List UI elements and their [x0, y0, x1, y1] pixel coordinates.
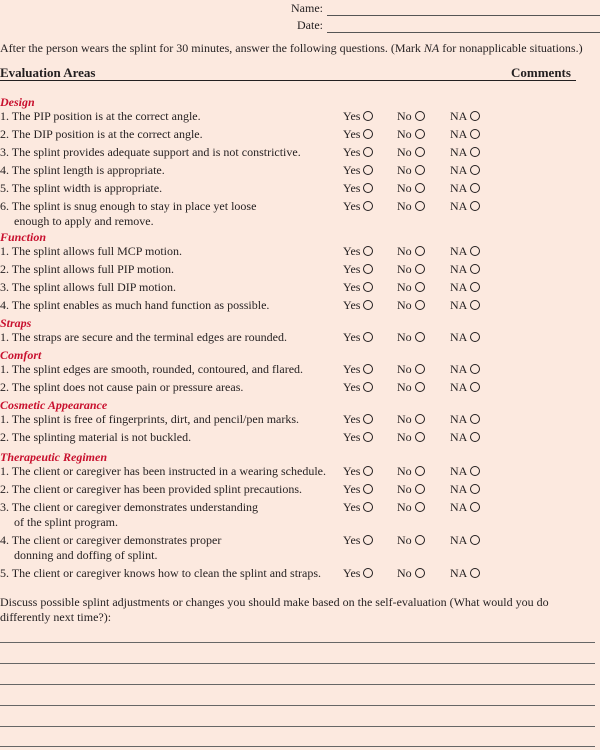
- option-yes[interactable]: [343, 298, 373, 313]
- item-text: 6. The splint is snug enough to stay in place yet loose enough to apply and remove.: [0, 199, 257, 228]
- radio-circle-icon[interactable]: [415, 484, 425, 494]
- option-na-label: NA: [450, 109, 468, 123]
- option-yes[interactable]: [343, 500, 373, 515]
- option-na-label: NA: [450, 482, 468, 496]
- item-text: 1. The splint edges are smooth, rounded, contoured, and flared.: [0, 362, 304, 376]
- option-yes-label: Yes: [343, 145, 361, 159]
- column-header-evaluation-areas: Evaluation Areas: [0, 65, 96, 80]
- radio-circle-icon[interactable]: [415, 147, 425, 157]
- option-no[interactable]: [397, 464, 425, 479]
- radio-circle-icon[interactable]: [415, 502, 425, 512]
- option-no[interactable]: [397, 533, 425, 548]
- option-no-label: No: [397, 181, 412, 195]
- writing-line[interactable]: [0, 684, 595, 685]
- radio-circle-icon[interactable]: [363, 111, 373, 121]
- item-text: 2. The splint allows full PIP motion.: [0, 262, 175, 276]
- radio-circle-icon[interactable]: [415, 432, 425, 442]
- radio-circle-icon[interactable]: [470, 183, 480, 193]
- option-na-label: NA: [450, 127, 468, 141]
- radio-circle-icon[interactable]: [470, 535, 480, 545]
- radio-circle-icon[interactable]: [363, 466, 373, 476]
- option-no[interactable]: [397, 566, 425, 581]
- option-yes[interactable]: [343, 244, 373, 259]
- radio-circle-icon[interactable]: [363, 414, 373, 424]
- item-text: 2. The DIP position is at the correct angle.: [0, 127, 203, 141]
- option-yes-label: Yes: [343, 199, 361, 213]
- option-na-label: NA: [450, 163, 468, 177]
- option-na-label: NA: [450, 262, 468, 276]
- radio-circle-icon[interactable]: [363, 300, 373, 310]
- item-text: 1. The PIP position is at the correct angle.: [0, 109, 201, 123]
- option-yes[interactable]: [343, 464, 373, 479]
- option-na[interactable]: [450, 533, 480, 548]
- option-yes-label: Yes: [343, 566, 361, 580]
- option-no[interactable]: [397, 109, 425, 124]
- section-title-design: Design: [0, 95, 35, 109]
- radio-circle-icon[interactable]: [363, 568, 373, 578]
- option-na[interactable]: [450, 430, 480, 445]
- option-na[interactable]: [450, 380, 480, 395]
- option-yes[interactable]: [343, 262, 373, 277]
- item-text: 1. The splint is free of fingerprints, dirt, and pencil/pen marks.: [0, 412, 300, 426]
- option-na-label: NA: [450, 145, 468, 159]
- option-na-label: NA: [450, 533, 468, 547]
- radio-circle-icon[interactable]: [415, 568, 425, 578]
- radio-circle-icon[interactable]: [415, 535, 425, 545]
- option-na-label: NA: [450, 298, 468, 312]
- name-input-line[interactable]: [327, 4, 600, 16]
- option-no-label: No: [397, 500, 412, 514]
- radio-circle-icon[interactable]: [470, 568, 480, 578]
- option-no[interactable]: [397, 380, 425, 395]
- radio-circle-icon[interactable]: [470, 201, 480, 211]
- radio-circle-icon[interactable]: [415, 201, 425, 211]
- option-na[interactable]: [450, 163, 480, 178]
- discussion-prompt: Discuss possible splint adjustments or changes you should make based on the self-evaluation (What would you do differently next time?):: [0, 595, 549, 624]
- option-yes-label: Yes: [343, 280, 361, 294]
- option-na[interactable]: [450, 566, 480, 581]
- name-field[interactable]: [291, 0, 600, 16]
- option-yes-label: Yes: [343, 244, 361, 258]
- writing-line[interactable]: [0, 663, 595, 664]
- item-text: 3. The splint provides adequate support and is not constrictive.: [0, 145, 301, 159]
- section-title-therapeutic-regimen: Therapeutic Regimen: [0, 450, 107, 464]
- item-text: 4. The splint length is appropriate.: [0, 163, 165, 177]
- option-no[interactable]: [397, 181, 425, 196]
- option-no[interactable]: [397, 330, 425, 345]
- radio-circle-icon[interactable]: [415, 300, 425, 310]
- option-yes[interactable]: [343, 482, 373, 497]
- option-na-label: NA: [450, 566, 468, 580]
- option-yes[interactable]: [343, 181, 373, 196]
- option-no-label: No: [397, 533, 412, 547]
- option-yes[interactable]: [343, 430, 373, 445]
- option-na-label: NA: [450, 380, 468, 394]
- radio-circle-icon[interactable]: [470, 382, 480, 392]
- option-na[interactable]: [450, 500, 480, 515]
- option-na-label: NA: [450, 412, 468, 426]
- option-na[interactable]: [450, 330, 480, 345]
- option-na-label: NA: [450, 199, 468, 213]
- option-na[interactable]: [450, 145, 480, 160]
- item-text: 3. The splint allows full DIP motion.: [0, 280, 176, 294]
- radio-circle-icon[interactable]: [470, 484, 480, 494]
- option-na[interactable]: [450, 109, 480, 124]
- date-field[interactable]: [297, 17, 600, 33]
- radio-circle-icon[interactable]: [363, 484, 373, 494]
- option-no-label: No: [397, 244, 412, 258]
- option-no-label: No: [397, 464, 412, 478]
- writing-line[interactable]: [0, 705, 595, 706]
- section-title-function: Function: [0, 230, 47, 244]
- date-input-line[interactable]: [327, 21, 600, 33]
- radio-circle-icon[interactable]: [470, 165, 480, 175]
- radio-circle-icon[interactable]: [363, 432, 373, 442]
- column-header-comments: Comments: [511, 65, 571, 80]
- option-yes[interactable]: [343, 163, 373, 178]
- option-yes-label: Yes: [343, 109, 361, 123]
- radio-circle-icon[interactable]: [415, 282, 425, 292]
- option-no[interactable]: [397, 500, 425, 515]
- option-yes-label: Yes: [343, 482, 361, 496]
- radio-circle-icon[interactable]: [363, 502, 373, 512]
- option-no-label: No: [397, 145, 412, 159]
- option-yes-label: Yes: [343, 163, 361, 177]
- writing-line[interactable]: [0, 726, 595, 727]
- option-no[interactable]: [397, 145, 425, 160]
- writing-line[interactable]: [0, 746, 595, 747]
- item-text: 2. The client or caregiver has been provided splint precautions.: [0, 482, 303, 496]
- item-text: 2. The splinting material is not buckled.: [0, 430, 192, 444]
- radio-circle-icon[interactable]: [363, 183, 373, 193]
- section-title-straps: Straps: [0, 316, 32, 330]
- option-no[interactable]: [397, 244, 425, 259]
- radio-circle-icon[interactable]: [363, 147, 373, 157]
- option-na[interactable]: [450, 262, 480, 277]
- option-na-label: NA: [450, 362, 468, 376]
- item-text: 1. The splint allows full MCP motion.: [0, 244, 183, 258]
- radio-circle-icon[interactable]: [415, 466, 425, 476]
- radio-circle-icon[interactable]: [363, 282, 373, 292]
- option-yes[interactable]: [343, 412, 373, 427]
- option-na-label: NA: [450, 330, 468, 344]
- option-no-label: No: [397, 482, 412, 496]
- radio-circle-icon[interactable]: [363, 201, 373, 211]
- option-na[interactable]: [450, 181, 480, 196]
- option-yes-label: Yes: [343, 412, 361, 426]
- item-text: 1. The straps are secure and the terminal edges are rounded.: [0, 330, 287, 344]
- option-yes-label: Yes: [343, 533, 361, 547]
- header-divider: [0, 80, 576, 81]
- radio-circle-icon[interactable]: [470, 502, 480, 512]
- option-no-label: No: [397, 163, 412, 177]
- option-no-label: No: [397, 362, 412, 376]
- option-na[interactable]: [450, 298, 480, 313]
- option-no[interactable]: [397, 362, 425, 377]
- option-na[interactable]: [450, 362, 480, 377]
- item-text: 1. The client or caregiver has been instructed in a wearing schedule.: [0, 464, 326, 478]
- instructions-text-1: After the person wears the splint for 30 minutes, answer the following questions. (Mark: [0, 41, 424, 55]
- option-no[interactable]: [397, 298, 425, 313]
- option-no[interactable]: [397, 163, 425, 178]
- option-no[interactable]: [397, 412, 425, 427]
- option-no-label: No: [397, 380, 412, 394]
- option-na-label: NA: [450, 280, 468, 294]
- option-na-label: NA: [450, 464, 468, 478]
- option-no-label: No: [397, 298, 412, 312]
- radio-circle-icon[interactable]: [470, 432, 480, 442]
- radio-circle-icon[interactable]: [363, 264, 373, 274]
- radio-circle-icon[interactable]: [363, 382, 373, 392]
- radio-circle-icon[interactable]: [363, 165, 373, 175]
- option-yes-label: Yes: [343, 500, 361, 514]
- option-yes[interactable]: [343, 533, 373, 548]
- radio-circle-icon[interactable]: [415, 111, 425, 121]
- item-text: 4. The client or caregiver demonstrates proper donning and doffing of splint.: [0, 533, 222, 562]
- option-yes-label: Yes: [343, 181, 361, 195]
- option-yes-label: Yes: [343, 298, 361, 312]
- section-title-cosmetic-appearance: Cosmetic Appearance: [0, 398, 108, 412]
- option-no-label: No: [397, 262, 412, 276]
- radio-circle-icon[interactable]: [415, 364, 425, 374]
- radio-circle-icon[interactable]: [415, 165, 425, 175]
- radio-circle-icon[interactable]: [470, 300, 480, 310]
- option-no-label: No: [397, 109, 412, 123]
- option-no[interactable]: [397, 482, 425, 497]
- option-no[interactable]: [397, 430, 425, 445]
- option-yes-label: Yes: [343, 362, 361, 376]
- radio-circle-icon[interactable]: [470, 332, 480, 342]
- radio-circle-icon[interactable]: [470, 147, 480, 157]
- option-yes[interactable]: [343, 330, 373, 345]
- radio-circle-icon[interactable]: [470, 129, 480, 139]
- option-yes[interactable]: [343, 566, 373, 581]
- option-na[interactable]: [450, 482, 480, 497]
- option-no[interactable]: [397, 127, 425, 142]
- option-no-label: No: [397, 412, 412, 426]
- radio-circle-icon[interactable]: [470, 364, 480, 374]
- option-na-label: NA: [450, 181, 468, 195]
- option-no-label: No: [397, 199, 412, 213]
- radio-circle-icon[interactable]: [470, 111, 480, 121]
- option-na-label: NA: [450, 430, 468, 444]
- option-yes-label: Yes: [343, 127, 361, 141]
- radio-circle-icon[interactable]: [363, 364, 373, 374]
- radio-circle-icon[interactable]: [363, 246, 373, 256]
- instructions-na: NA: [423, 41, 440, 55]
- option-no[interactable]: [397, 199, 425, 214]
- option-na-label: NA: [450, 500, 468, 514]
- option-yes-label: Yes: [343, 464, 361, 478]
- option-no[interactable]: [397, 280, 425, 295]
- option-yes[interactable]: [343, 362, 373, 377]
- radio-circle-icon[interactable]: [415, 183, 425, 193]
- option-yes-label: Yes: [343, 330, 361, 344]
- instructions: [0, 41, 600, 56]
- radio-circle-icon[interactable]: [415, 414, 425, 424]
- option-yes[interactable]: [343, 145, 373, 160]
- option-no-label: No: [397, 430, 412, 444]
- option-yes[interactable]: [343, 199, 373, 214]
- item-text: 3. The client or caregiver demonstrates understanding of the splint program.: [0, 500, 259, 529]
- item-text: 2. The splint does not cause pain or pressure areas.: [0, 380, 244, 394]
- option-yes[interactable]: [343, 380, 373, 395]
- option-na[interactable]: [450, 127, 480, 142]
- option-yes-label: Yes: [343, 430, 361, 444]
- name-label: Name:: [291, 1, 323, 15]
- radio-circle-icon[interactable]: [363, 535, 373, 545]
- option-no-label: No: [397, 566, 412, 580]
- radio-circle-icon[interactable]: [470, 466, 480, 476]
- option-no-label: No: [397, 280, 412, 294]
- option-yes[interactable]: [343, 127, 373, 142]
- option-na[interactable]: [450, 280, 480, 295]
- item-text: 5. The splint width is appropriate.: [0, 181, 163, 195]
- section-title-comfort: Comfort: [0, 348, 42, 362]
- date-label: Date:: [297, 18, 323, 32]
- instructions-text-2: for nonapplicable situations.): [439, 41, 583, 55]
- option-yes-label: Yes: [343, 262, 361, 276]
- radio-circle-icon[interactable]: [415, 246, 425, 256]
- option-na[interactable]: [450, 199, 480, 214]
- radio-circle-icon[interactable]: [415, 382, 425, 392]
- option-na[interactable]: [450, 464, 480, 479]
- radio-circle-icon[interactable]: [470, 264, 480, 274]
- option-na[interactable]: [450, 244, 480, 259]
- item-text: 5. The client or caregiver knows how to clean the splint and straps.: [0, 566, 322, 580]
- radio-circle-icon[interactable]: [415, 264, 425, 274]
- radio-circle-icon[interactable]: [470, 282, 480, 292]
- option-no-label: No: [397, 127, 412, 141]
- option-no-label: No: [397, 330, 412, 344]
- radio-circle-icon[interactable]: [470, 246, 480, 256]
- radio-circle-icon[interactable]: [415, 332, 425, 342]
- option-no[interactable]: [397, 262, 425, 277]
- option-na[interactable]: [450, 412, 480, 427]
- radio-circle-icon[interactable]: [363, 332, 373, 342]
- radio-circle-icon[interactable]: [415, 129, 425, 139]
- writing-line[interactable]: [0, 642, 595, 643]
- radio-circle-icon[interactable]: [470, 414, 480, 424]
- item-text: 4. The splint enables as much hand function as possible.: [0, 298, 270, 312]
- option-yes[interactable]: [343, 280, 373, 295]
- option-yes[interactable]: [343, 109, 373, 124]
- option-na-label: NA: [450, 244, 468, 258]
- option-yes-label: Yes: [343, 380, 361, 394]
- radio-circle-icon[interactable]: [363, 129, 373, 139]
